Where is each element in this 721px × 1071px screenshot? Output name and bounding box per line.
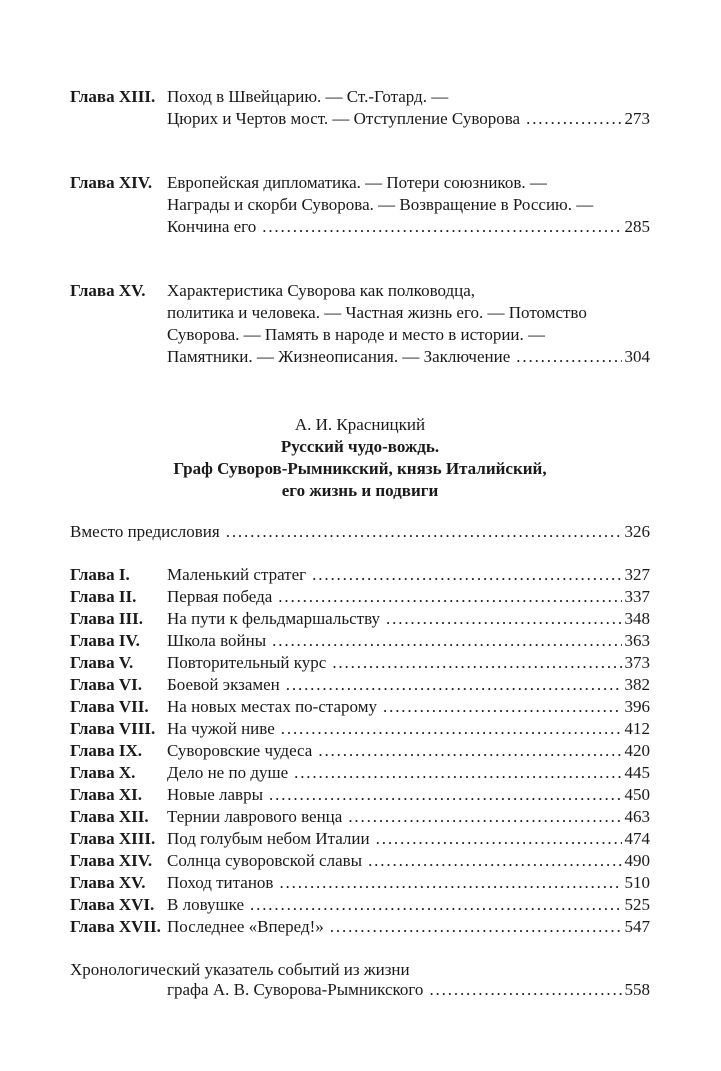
chapter-title: Суворовские чудеса: [167, 741, 313, 760]
dot-leader: [279, 872, 621, 894]
toc-entry-chapter: [70, 674, 650, 696]
chapter-title: Школа войны: [167, 631, 267, 650]
dot-leader: [286, 674, 622, 696]
dot-leader: [272, 630, 621, 652]
entry-line: Хронологический указатель событий из жизни: [70, 960, 410, 979]
toc-entry-ch14-part1: [70, 172, 650, 238]
dot-leader: [294, 762, 621, 784]
toc-entry-chapter: [70, 762, 650, 784]
toc-entry-chapter: [70, 564, 650, 586]
page-number: 474: [624, 829, 650, 848]
chapter-title: На новых местах по-старому: [167, 697, 377, 716]
chapter-label: Глава II.: [70, 587, 137, 606]
chapter-label: Глава VI.: [70, 675, 143, 694]
chapter-title: Последнее «Вперед!»: [167, 917, 324, 936]
chapter-label: Глава XIII.: [70, 87, 156, 106]
chapter-title: Маленький стратег: [167, 565, 307, 584]
toc-entry-preface: [70, 522, 650, 542]
toc-entry-chapter: [70, 586, 650, 608]
chapter-title: На пути к фельдмаршальству: [167, 609, 381, 628]
toc-entry-chapter: [70, 806, 650, 828]
work-header: [70, 414, 650, 502]
dot-leader: [278, 586, 621, 608]
chapter-list: [70, 564, 650, 938]
page-number: 450: [624, 785, 650, 804]
chapter-title: Повторительный курс: [167, 653, 327, 672]
dot-leader: [226, 522, 622, 542]
dot-leader: [516, 346, 621, 368]
page-number: 326: [624, 522, 650, 541]
page-number: 337: [624, 587, 650, 606]
chapter-label: Глава XV.: [70, 873, 146, 892]
toc-entry-chapter: [70, 652, 650, 674]
chapter-label: Глава XIII.: [70, 829, 156, 848]
entry-line: Суворова. — Память в народе и место в истории. —: [167, 325, 546, 344]
page-number: 525: [624, 895, 650, 914]
dot-leader: [348, 806, 621, 828]
page-number: 547: [624, 917, 650, 936]
page-number: 445: [624, 763, 650, 782]
entry-line: политика и человека. — Частная жизнь его. — Потомство: [167, 303, 587, 322]
work-title-line: Граф Суворов-Рымникский, князь Италийский,: [173, 459, 547, 478]
chapter-label: Глава I.: [70, 565, 130, 584]
chapter-label: Глава XII.: [70, 807, 149, 826]
chapter-label: Глава XIV.: [70, 173, 153, 192]
page-number: 510: [624, 873, 650, 892]
toc-entry-chapter: [70, 916, 650, 938]
entry-line: Памятники. — Жизнеописания. — Заключение: [167, 347, 511, 366]
chapter-label: Глава XVI.: [70, 895, 155, 914]
chapter-label: Глава X.: [70, 763, 136, 782]
work-title-line: его жизнь и подвиги: [281, 481, 439, 500]
toc-entry-chapter: [70, 740, 650, 762]
entry-line: Характеристика Суворова как полководца,: [167, 281, 476, 300]
toc-entry-chapter: [70, 630, 650, 652]
dot-leader: [250, 894, 622, 916]
toc-entry-ch15-part1: [70, 280, 650, 368]
dot-leader: [312, 564, 621, 586]
page-number: 285: [624, 217, 650, 236]
entry-line: Поход в Швейцарию. — Ст.-Готард. —: [167, 87, 449, 106]
toc-content: [70, 86, 650, 1000]
chapter-label: Глава IV.: [70, 631, 140, 650]
dot-leader: [429, 980, 621, 1000]
toc-entry-chapter: [70, 872, 650, 894]
dot-leader: [386, 608, 621, 630]
toc-entry-chapter: [70, 608, 650, 630]
page-number: 382: [624, 675, 650, 694]
page-number: 412: [624, 719, 650, 738]
toc-entry-ch13-part1: [70, 86, 650, 130]
toc-entry-chapter: [70, 850, 650, 872]
page-number: 327: [624, 565, 650, 584]
entry-line: Европейская дипломатика. — Потери союзников. —: [167, 173, 547, 192]
chapter-title: Дело не по душе: [167, 763, 289, 782]
chapter-title: Поход титанов: [167, 873, 274, 892]
page-number: 304: [624, 347, 650, 366]
chapter-title: Первая победа: [167, 587, 273, 606]
entry-line: Кончина его: [167, 217, 257, 236]
dot-leader: [262, 216, 621, 238]
entry-title: Вместо предисловия: [70, 522, 220, 541]
page-number: 273: [624, 109, 650, 128]
page-number: 420: [624, 741, 650, 760]
page-number: 490: [624, 851, 650, 870]
page-number: 396: [624, 697, 650, 716]
dot-leader: [318, 740, 621, 762]
dot-leader: [368, 850, 621, 872]
chapter-label: Глава XIV.: [70, 851, 153, 870]
entry-line: графа А. В. Суворова-Рымникского: [167, 980, 424, 999]
dot-leader: [281, 718, 622, 740]
chapter-label: Глава IX.: [70, 741, 143, 760]
toc-entry-chapter: [70, 828, 650, 850]
chapter-title: Тернии лаврового венца: [167, 807, 343, 826]
page-number: 363: [624, 631, 650, 650]
page-number: 373: [624, 653, 650, 672]
entry-line: Награды и скорби Суворова. — Возвращение в Россию. —: [167, 195, 594, 214]
page-number: 558: [624, 980, 650, 999]
dot-leader: [526, 108, 621, 130]
author-name: А. И. Красницкий: [294, 415, 426, 434]
dot-leader: [269, 784, 622, 806]
chapter-label: Глава XV.: [70, 281, 146, 300]
toc-entry-chronology: [70, 960, 650, 1000]
chapter-title: Новые лавры: [167, 785, 263, 804]
page-number: 463: [624, 807, 650, 826]
entry-line: Цюрих и Чертов мост. — Отступление Суворова: [167, 109, 521, 128]
chapter-label: Глава XVII.: [70, 917, 161, 936]
work-title-line: Русский чудо-вождь.: [280, 437, 440, 456]
chapter-title: На чужой ниве: [167, 719, 275, 738]
toc-entry-chapter: [70, 784, 650, 806]
toc-entry-chapter: [70, 718, 650, 740]
chapter-title: Под голубым небом Италии: [167, 829, 370, 848]
chapter-label: Глава V.: [70, 653, 134, 672]
chapter-label: Глава VII.: [70, 697, 149, 716]
chapter-title: В ловушке: [167, 895, 244, 914]
toc-entry-chapter: [70, 696, 650, 718]
chapter-title: Боевой экзамен: [167, 675, 280, 694]
chapter-label: Глава XI.: [70, 785, 143, 804]
dot-leader: [330, 916, 622, 938]
chapter-title: Солнца суворовской славы: [167, 851, 363, 870]
page-number: 348: [624, 609, 650, 628]
chapter-label: Глава VIII.: [70, 719, 156, 738]
dot-leader: [383, 696, 622, 718]
toc-entry-chapter: [70, 894, 650, 916]
dot-leader: [332, 652, 621, 674]
chapter-label: Глава III.: [70, 609, 143, 628]
dot-leader: [376, 828, 622, 850]
